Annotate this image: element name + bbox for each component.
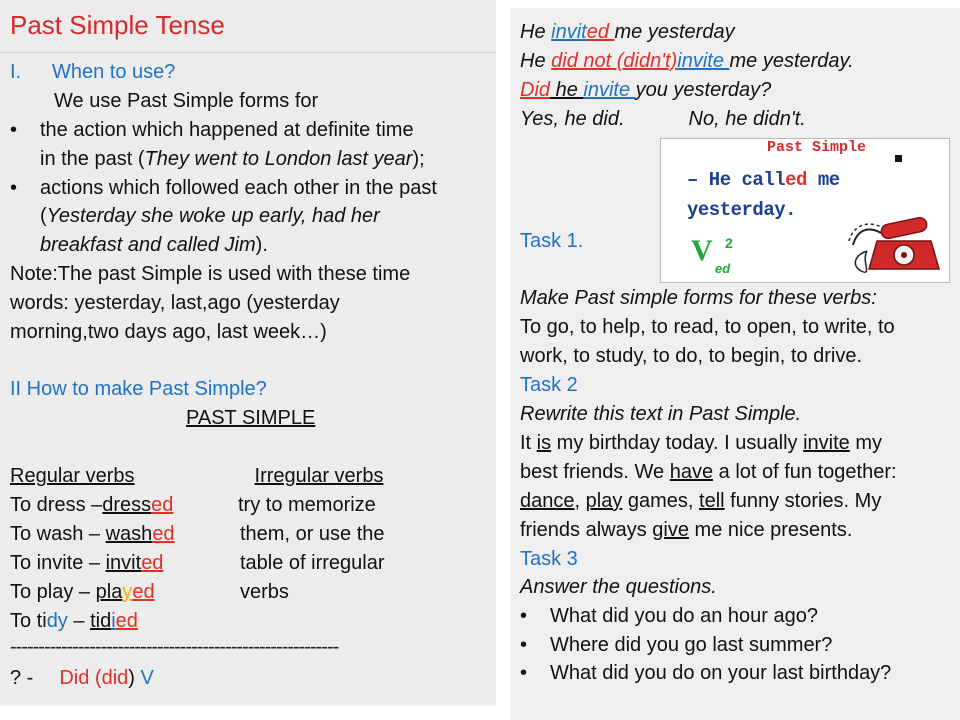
- task1-heading: Task 1.: [520, 230, 584, 252]
- question-formula: ? - Did (did) V: [10, 667, 154, 689]
- section2-heading: II How to make Past Simple?: [10, 378, 267, 400]
- task2-instruction: Rewrite this text in Past Simple.: [520, 403, 802, 425]
- bullet-dot: •: [10, 177, 18, 199]
- illustration-line2: yesterday.: [687, 199, 797, 221]
- irregular-line-4: verbs: [240, 581, 289, 603]
- past-simple-illustration: [660, 138, 950, 283]
- verb-dress: To dress –dressed: [10, 494, 174, 516]
- illustration-line1: – He called me: [687, 169, 840, 191]
- task1-instruction: Make Past simple forms for these verbs:: [520, 287, 877, 309]
- question-2: Where did you go last summer?: [550, 634, 833, 656]
- bullet-dot: •: [520, 662, 528, 684]
- question-3: What did you do on your last birthday?: [550, 662, 892, 684]
- irregular-line-3: table of irregular: [240, 552, 385, 574]
- bullet-dot: •: [520, 605, 528, 627]
- verb-tidy: To tidy – tidied: [10, 610, 138, 632]
- example-affirmative: He invited me yesterday: [520, 21, 735, 43]
- verb-wash: To wash – washed: [10, 523, 175, 545]
- bullet-dot: •: [10, 119, 18, 141]
- task2-heading: Task 2: [520, 374, 578, 396]
- square-mark: [895, 155, 902, 162]
- task1-verbs-line1: To go, to help, to read, to open, to write, to: [520, 316, 895, 338]
- task3-heading: Task 3: [520, 548, 578, 570]
- past-simple-heading: PAST SIMPLE: [186, 407, 316, 429]
- bullet2-line2: (Yesterday she woke up early, had her: [40, 205, 380, 227]
- telephone-icon: [847, 211, 947, 279]
- title-divider: [0, 52, 496, 53]
- section1-heading: When to use?: [52, 61, 176, 83]
- question-1: What did you do an hour ago?: [550, 605, 818, 627]
- verb-play: To play – played: [10, 581, 155, 603]
- v-subscript: ed: [715, 261, 731, 276]
- example-negative: He did not (didn't)invite me yesterday.: [520, 50, 854, 72]
- dashed-separator: ----------------------------------------------------------: [10, 636, 339, 658]
- intro-text: We use Past Simple forms for: [54, 90, 319, 112]
- verb-invite: To invite – invited: [10, 552, 164, 574]
- task3-instruction: Answer the questions.: [520, 576, 717, 598]
- section1-number: I.: [10, 61, 22, 83]
- note-line1: Note:The past Simple is used with these time: [10, 263, 411, 285]
- bullet2-line3: breakfast and called Jim).: [40, 234, 268, 256]
- task2-text-line1: It is my birthday today. I usually invite my: [520, 432, 883, 454]
- illustration-label: Past Simple: [767, 139, 867, 156]
- regular-verbs-header: Regular verbs Irregular verbs: [10, 465, 384, 487]
- irregular-line-1: try to memorize: [238, 494, 376, 516]
- note-line2: words: yesterday, last,ago (yesterday: [10, 292, 340, 314]
- bullet1-line1: the action which happened at definite time: [40, 119, 414, 141]
- task2-text-line2: best friends. We have a lot of fun together:: [520, 461, 897, 483]
- v-superscript: 2: [725, 235, 733, 251]
- task2-text-line4: friends always give me nice presents.: [520, 519, 853, 541]
- bullet1-line2: in the past (They went to London last year);: [40, 148, 425, 170]
- v-letter: V: [691, 234, 713, 267]
- task1-verbs-line2: work, to study, to do, to begin, to drive.: [520, 345, 863, 367]
- page-title: Past Simple Tense: [10, 10, 225, 40]
- example-answers: Yes, he did. No, he didn't.: [520, 108, 806, 130]
- task2-text-line3: dance, play games, tell funny stories. My: [520, 490, 882, 512]
- bullet-dot: •: [520, 634, 528, 656]
- note-line3: morning,two days ago, last week…): [10, 321, 327, 343]
- bullet2-line1: actions which followed each other in the past: [40, 177, 437, 199]
- example-question: Did he invite you yesterday?: [520, 79, 772, 101]
- irregular-line-2: them, or use the: [240, 523, 385, 545]
